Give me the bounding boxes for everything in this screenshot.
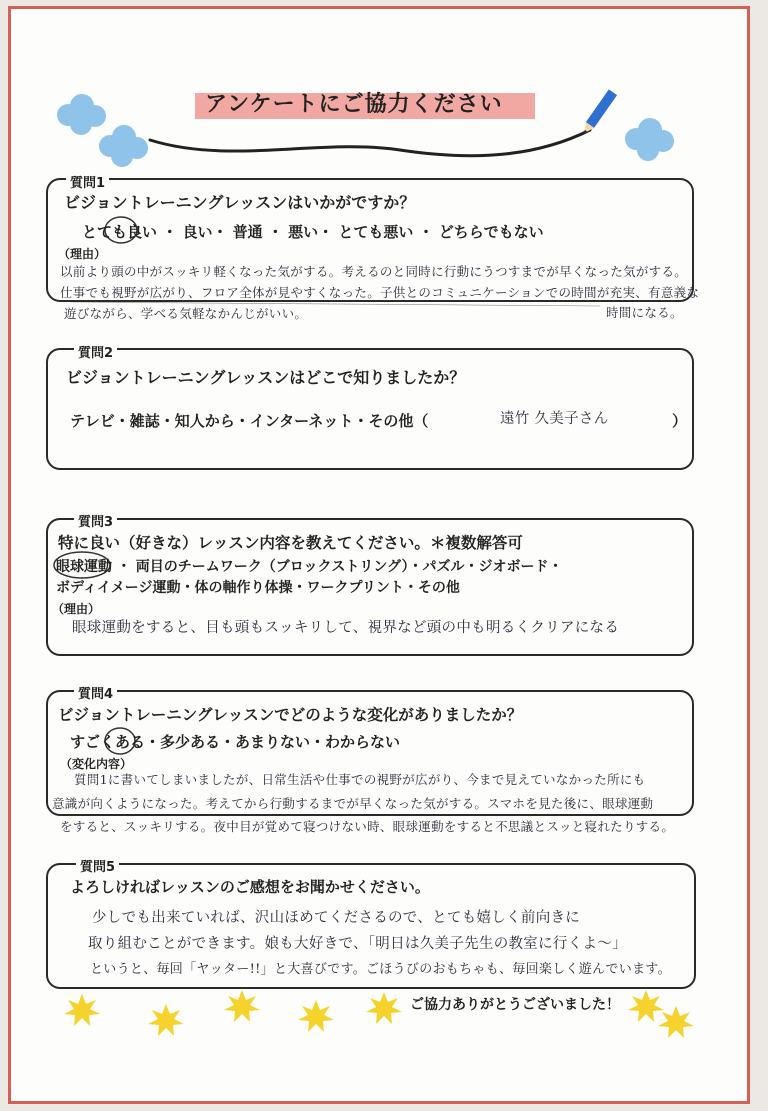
q3-reason-label: （理由） bbox=[52, 602, 101, 616]
q5-answer-line-2: 取り組むことができます。娘も大好きで、「明日は久美子先生の教室に行くよ〜」 bbox=[88, 936, 627, 952]
q4-answer-line-2: 意識が向くようになった。考えてから行動するまでが早くなった気がする。スマホを見た後に、眼球運動 bbox=[52, 796, 654, 811]
q3-label: 質問3 bbox=[74, 511, 117, 530]
q4-question: ビジョントレーニングレッスンでどのような変化がありましたか？ bbox=[58, 706, 523, 724]
thanks-message: ご協力ありがとうございました！ bbox=[410, 997, 620, 1013]
q5-answer-line-1: 少しでも出来ていれば、沢山ほめてくださるので、とても嬉しく前向きに bbox=[92, 910, 581, 926]
q2-options: テレビ・雑誌・知人から・インターネット・その他（ bbox=[70, 412, 429, 430]
q3-question: 特に良い（好きな）レッスン内容を教えてください。＊複数解答可 bbox=[58, 534, 523, 552]
page-title: アンケートにご協力ください bbox=[205, 92, 503, 117]
q1-question: ビジョントレーニングレッスンはいかがですか？ bbox=[64, 193, 416, 212]
q4-answer-line-1: 質問1に書いてしまいましたが、日常生活や仕事での視野が広がり、今まで見えていなかった所にも bbox=[74, 772, 646, 787]
q2-close-paren: ） bbox=[672, 412, 688, 430]
q1-answer-line-1: 以前より頭の中がスッキリ軽くなった気がする。考えるのと同時に行動にうつすまでが早くなった気がする。 bbox=[60, 264, 688, 279]
q2-answer: 遠竹 久美子さん bbox=[500, 411, 609, 427]
q3-options-line-1: 眼球運動 ・ 両目のチームワーク（ブロックストリング）・パズル・ジオボード・ bbox=[56, 559, 563, 575]
q4-options: すごくある・多少ある・あまりない・わからない bbox=[70, 733, 401, 751]
q4-label: 質問4 bbox=[74, 683, 117, 702]
q5-question: よろしければレッスンのご感想をお聞かせください。 bbox=[70, 878, 430, 896]
q5-label: 質問5 bbox=[76, 856, 119, 875]
q2-label: 質問2 bbox=[74, 342, 117, 361]
q5-answer-line-3: というと、毎回「ヤッター!!」と大喜びです。ごほうびのおもちゃも、毎回楽しく遊んでいます。 bbox=[90, 962, 671, 977]
q4-answer-line-3: をすると、スッキリする。夜中目が覚めて寝つけない時、眼球運動をすると不思議とスッと寝れたりする。 bbox=[60, 819, 675, 834]
q1-label: 質問1 bbox=[66, 172, 109, 191]
q1-answer-line-2: 仕事でも視野が広がり、フロア全体が見やすくなった。子供とのコミュニケーションでの時間が充実、有意義な bbox=[60, 285, 700, 300]
q1-reason-label: （理由） bbox=[58, 247, 107, 261]
q3-options-line-2: ボディイメージ運動・体の軸作り体操・ワークプリント・その他 bbox=[56, 580, 460, 596]
q1-answer-line-3: 遊びながら、学べる気軽なかんじがいい。 bbox=[64, 306, 308, 321]
q4-change-label: （変化内容） bbox=[60, 757, 133, 771]
q1-options: とても良い ・ 良い・ 普通 ・ 悪い・ とても悪い ・ どちらでもない bbox=[82, 223, 544, 241]
q2-question: ビジョントレーニングレッスンはどこで知りましたか？ bbox=[66, 368, 466, 387]
q3-answer: 眼球運動をすると、目も頭もスッキリして、視界など頭の中も明るくクリアになる bbox=[72, 620, 620, 636]
q1-answer-line-4: 時間になる。 bbox=[606, 305, 683, 320]
